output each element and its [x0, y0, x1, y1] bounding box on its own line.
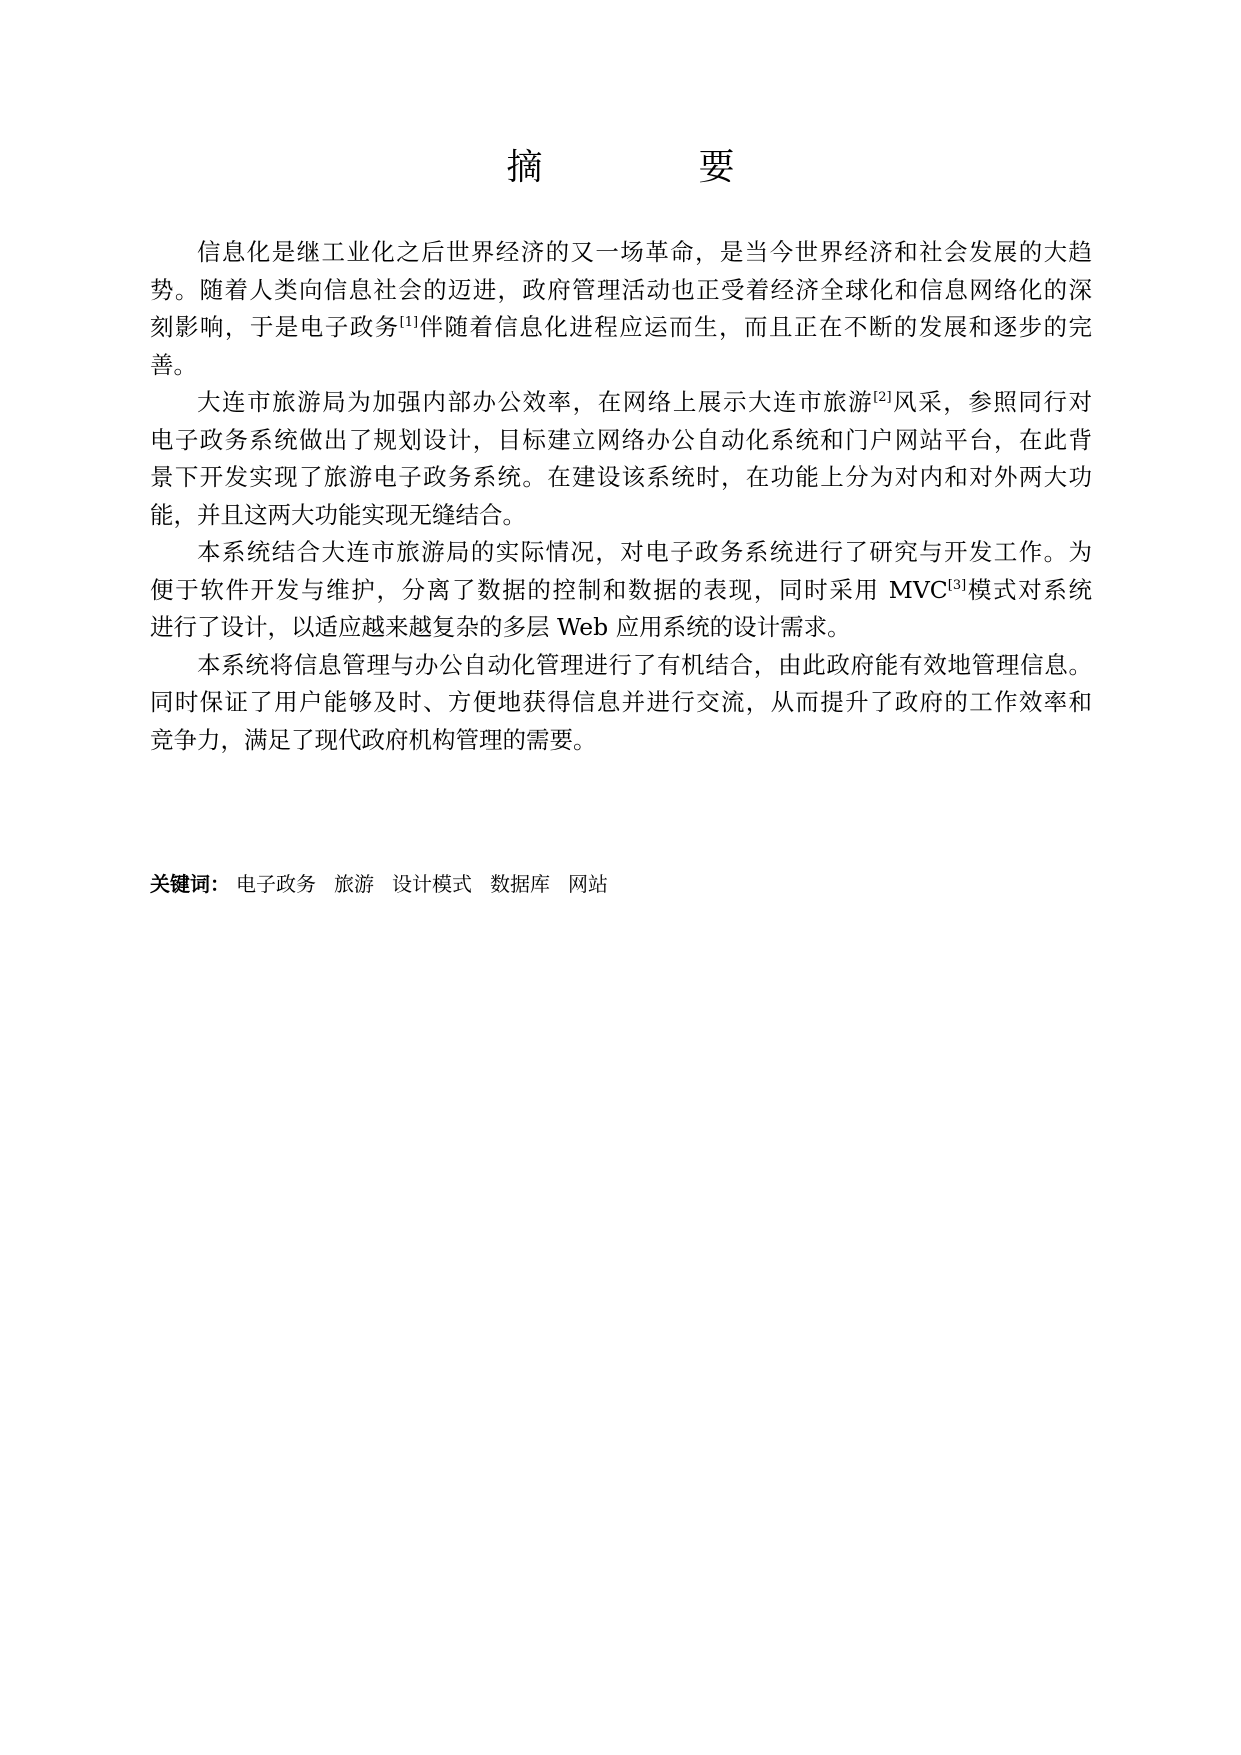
text-line [150, 572, 1092, 610]
abstract-title: 摘 要 [506, 147, 795, 188]
text-line: 同时保证了用户能够及时、方便地获得信息并进行交流，从而提升了政府的工作效率和 [150, 688, 1092, 716]
text-segment: 大连市旅游局为加强内部办公效率，在网络上展示大连市旅游 [197, 388, 874, 416]
citation-marker: [1] [399, 315, 419, 330]
text-line: 景下开发实现了旅游电子政务系统。在建设该系统时，在功能上分为对内和对外两大功 [150, 463, 1092, 491]
text-segment: 风采，参照同行对 [891, 388, 1093, 416]
abstract-body [150, 234, 1092, 759]
keyword-item: 电子政务 [236, 872, 316, 896]
text-line: 本系统结合大连市旅游局的实际情况，对电子政务系统进行了研究与开发工作。为 [197, 538, 1092, 566]
text-line: 电子政务系统做出了规划设计，目标建立网络办公自动化系统和门户网站平台，在此背 [150, 425, 1092, 454]
text-line [150, 384, 1092, 422]
text-line: 竞争力，满足了现代政府机构管理的需要。 [150, 725, 597, 754]
text-line: 势。随着人类向信息社会的迈进，政府管理活动也正受着经济全球化和信息网络化的深 [150, 275, 1092, 304]
keyword-item: 网站 [568, 872, 608, 896]
keyword-item: 设计模式 [392, 872, 472, 896]
text-line: 能，并且这两大功能实现无缝结合。 [150, 500, 526, 529]
abstract-paragraph [150, 234, 1092, 384]
text-line: 信息化是继工业化之后世界经济的又一场革命，是当今世界经济和社会发展的大趋 [197, 238, 1092, 266]
text-line: 进行了设计，以适应越来越复杂的多层 Web 应用系统的设计需求。 [150, 613, 851, 641]
text-line: 本系统将信息管理与办公自动化管理进行了有机结合，由此政府能有效地管理信息。 [197, 650, 1092, 679]
abstract-paragraph [150, 647, 1092, 760]
keyword-item: 旅游 [334, 872, 374, 896]
text-line: 善。 [150, 350, 197, 379]
keywords-line [150, 869, 608, 899]
text-segment: 模式对系统 [966, 575, 1093, 604]
citation-marker: [3] [947, 577, 967, 593]
abstract-paragraph [150, 534, 1092, 647]
text-line [150, 309, 1092, 347]
text-segment: 刻影响，于是电子政务 [150, 313, 400, 341]
abstract-paragraph [150, 384, 1092, 534]
citation-marker: [2] [873, 390, 892, 405]
keyword-item: 数据库 [490, 872, 550, 896]
keywords-label: 关键词： [150, 872, 230, 896]
text-segment: 便于软件开发与维护，分离了数据的控制和数据的表现，同时采用 MVC [150, 575, 948, 604]
text-segment: 伴随着信息化进程应运而生，而且正在不断的发展和逐步的完 [418, 313, 1093, 341]
